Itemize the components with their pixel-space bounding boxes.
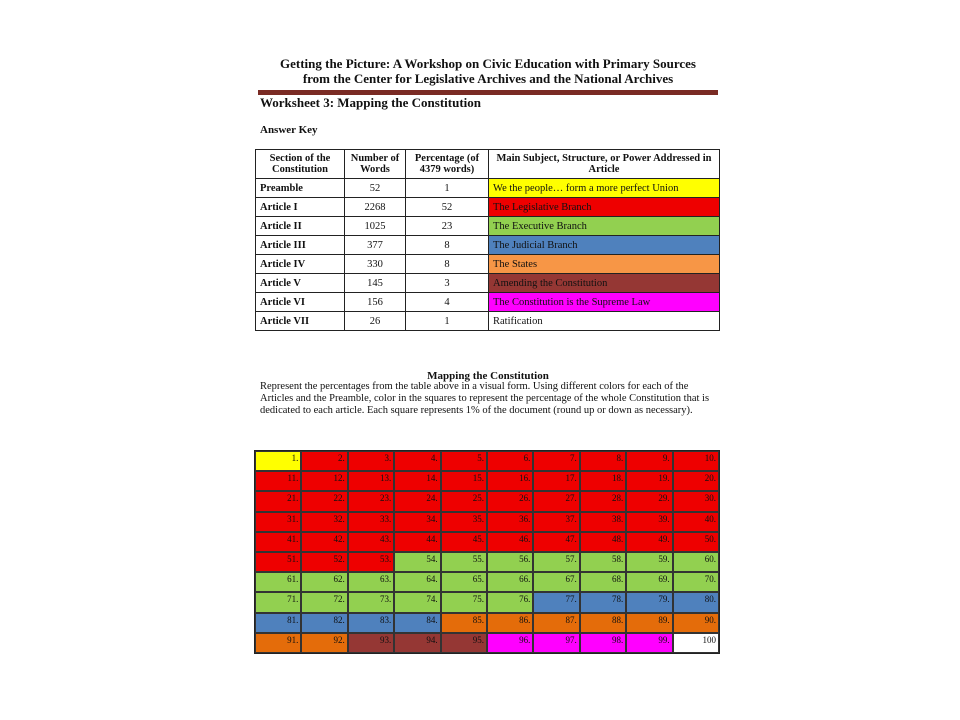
header-line-1: Getting the Picture: A Workshop on Civic Education with Primary Sources [279,56,696,71]
section-cell: Article VI [256,293,345,312]
grid-cell: 61. [255,572,301,592]
subject-cell: We the people… form a more perfect Union [489,179,720,198]
percentage-cell: 23 [406,217,489,236]
percentage-cell: 4 [406,293,489,312]
grid-cell: 98. [580,633,626,653]
grid-cell: 4. [394,451,440,471]
grid-cell: 73. [348,592,394,612]
grid-cell: 43. [348,532,394,552]
grid-cell: 100 [673,633,719,653]
section-cell: Article I [256,198,345,217]
grid-cell: 87. [533,613,579,633]
grid-cell: 67. [533,572,579,592]
grid-cell: 21. [255,491,301,511]
grid-cell: 54. [394,552,440,572]
grid-cell: 31. [255,512,301,532]
word-count-cell: 156 [345,293,406,312]
mapping-title: Mapping the Constitution [427,370,549,382]
section-cell: Article IV [256,255,345,274]
grid-cell: 66. [487,572,533,592]
grid-cell: 47. [533,532,579,552]
grid-cell: 58. [580,552,626,572]
grid-cell: 42. [301,532,347,552]
grid-cell: 1. [255,451,301,471]
grid-cell: 55. [441,552,487,572]
grid-cell: 62. [301,572,347,592]
word-count-cell: 2268 [345,198,406,217]
grid-cell: 40. [673,512,719,532]
grid-cell: 5. [441,451,487,471]
grid-cell: 38. [580,512,626,532]
table-row [256,293,720,312]
word-count-cell: 26 [345,312,406,331]
subject-cell: The Constitution is the Supreme Law [489,293,720,312]
percentage-cell: 8 [406,255,489,274]
section-cell: Article II [256,217,345,236]
grid-cell: 53. [348,552,394,572]
grid-cell: 49. [626,532,672,552]
table-row [256,255,720,274]
grid-cell: 51. [255,552,301,572]
grid-cell: 6. [487,451,533,471]
grid-cell: 78. [580,592,626,612]
grid-cell: 60. [673,552,719,572]
word-count-cell: 52 [345,179,406,198]
grid-cell: 12. [301,471,347,491]
word-count-cell: 1025 [345,217,406,236]
grid-cell: 84. [394,613,440,633]
column-header-percentage: Percentage (of 4379 words) [406,150,489,179]
grid-cell: 82. [301,613,347,633]
percentage-cell: 52 [406,198,489,217]
grid-cell: 23. [348,491,394,511]
grid-cell: 41. [255,532,301,552]
grid-cell: 90. [673,613,719,633]
grid-cell: 34. [394,512,440,532]
grid-cell: 44. [394,532,440,552]
document-header [258,56,718,86]
grid-cell: 88. [580,613,626,633]
section-cell: Article VII [256,312,345,331]
grid-cell: 50. [673,532,719,552]
grid-cell: 68. [580,572,626,592]
percentage-grid [254,450,720,654]
grid-cell: 75. [441,592,487,612]
grid-cell: 52. [301,552,347,572]
column-header-words: Number of Words [345,150,406,179]
grid-cell: 86. [487,613,533,633]
table-row [256,236,720,255]
grid-cell: 19. [626,471,672,491]
grid-cell: 33. [348,512,394,532]
grid-cell: 93. [348,633,394,653]
grid-cell: 15. [441,471,487,491]
grid-cell: 81. [255,613,301,633]
grid-cell: 35. [441,512,487,532]
grid-cell: 45. [441,532,487,552]
grid-cell: 57. [533,552,579,572]
grid-cell: 2. [301,451,347,471]
grid-cell: 18. [580,471,626,491]
grid-cell: 22. [301,491,347,511]
column-header-section: Section of the Constitution [256,150,345,179]
grid-cell: 76. [487,592,533,612]
grid-cell: 80. [673,592,719,612]
grid-cell: 96. [487,633,533,653]
worksheet-title: Worksheet 3: Mapping the Constitution [260,95,482,110]
grid-cell: 71. [255,592,301,612]
grid-cell: 83. [348,613,394,633]
grid-cell: 92. [301,633,347,653]
grid-cell: 27. [533,491,579,511]
grid-cell: 79. [626,592,672,612]
table-row [256,217,720,236]
subject-cell: The States [489,255,720,274]
grid-cell: 24. [394,491,440,511]
grid-cell: 72. [301,592,347,612]
grid-cell: 30. [673,491,719,511]
grid-cell: 25. [441,491,487,511]
grid-cell: 89. [626,613,672,633]
table-header-row [256,150,720,179]
grid-cell: 46. [487,532,533,552]
grid-cell: 77. [533,592,579,612]
percentage-cell: 1 [406,312,489,331]
grid-cell: 39. [626,512,672,532]
grid-cell: 97. [533,633,579,653]
grid-cell: 17. [533,471,579,491]
grid-cell: 29. [626,491,672,511]
percentage-cell: 3 [406,274,489,293]
grid-cell: 63. [348,572,394,592]
grid-cell: 8. [580,451,626,471]
grid-cell: 3. [348,451,394,471]
grid-cell: 91. [255,633,301,653]
grid-cell: 14. [394,471,440,491]
subject-cell: Ratification [489,312,720,331]
grid-cell: 36. [487,512,533,532]
grid-cell: 69. [626,572,672,592]
table-row [256,198,720,217]
subject-cell: The Legislative Branch [489,198,720,217]
grid-cell: 28. [580,491,626,511]
grid-cell: 59. [626,552,672,572]
grid-cell: 99. [626,633,672,653]
grid-cell: 26. [487,491,533,511]
grid-cell: 56. [487,552,533,572]
grid-cell: 74. [394,592,440,612]
header-line-2: from the Center for Legislative Archives and the National Archives [302,71,674,86]
answer-key-label: Answer Key [260,124,318,136]
percentage-cell: 8 [406,236,489,255]
grid-cell: 9. [626,451,672,471]
grid-cell: 48. [580,532,626,552]
grid-cell: 94. [394,633,440,653]
grid-cell: 37. [533,512,579,532]
subject-cell: Amending the Constitution [489,274,720,293]
section-cell: Preamble [256,179,345,198]
table-row [256,274,720,293]
grid-cell: 11. [255,471,301,491]
grid-cell: 64. [394,572,440,592]
mapping-instructions: Represent the percentages from the table above in a visual form. Using different colors for each of the Articles and the Preamble, color in the squares to represent the percentage of the whole Constitution that is dedicated to each article. Each square represents 1% of the document (round up or down as necessary). [260,381,710,416]
grid-cell: 85. [441,613,487,633]
word-count-cell: 145 [345,274,406,293]
grid-cell: 70. [673,572,719,592]
word-count-cell: 377 [345,236,406,255]
table-row [256,179,720,198]
grid-cell: 95. [441,633,487,653]
table-row [256,312,720,331]
subject-cell: The Executive Branch [489,217,720,236]
grid-cell: 20. [673,471,719,491]
grid-cell: 16. [487,471,533,491]
percentage-cell: 1 [406,179,489,198]
section-cell: Article V [256,274,345,293]
section-cell: Article III [256,236,345,255]
word-count-cell: 330 [345,255,406,274]
grid-cell: 13. [348,471,394,491]
column-header-subject: Main Subject, Structure, or Power Addressed in Article [489,150,720,179]
grid-cell: 65. [441,572,487,592]
subject-cell: The Judicial Branch [489,236,720,255]
grid-cell: 32. [301,512,347,532]
answer-key-table [255,149,720,331]
grid-cell: 7. [533,451,579,471]
grid-cell: 10. [673,451,719,471]
